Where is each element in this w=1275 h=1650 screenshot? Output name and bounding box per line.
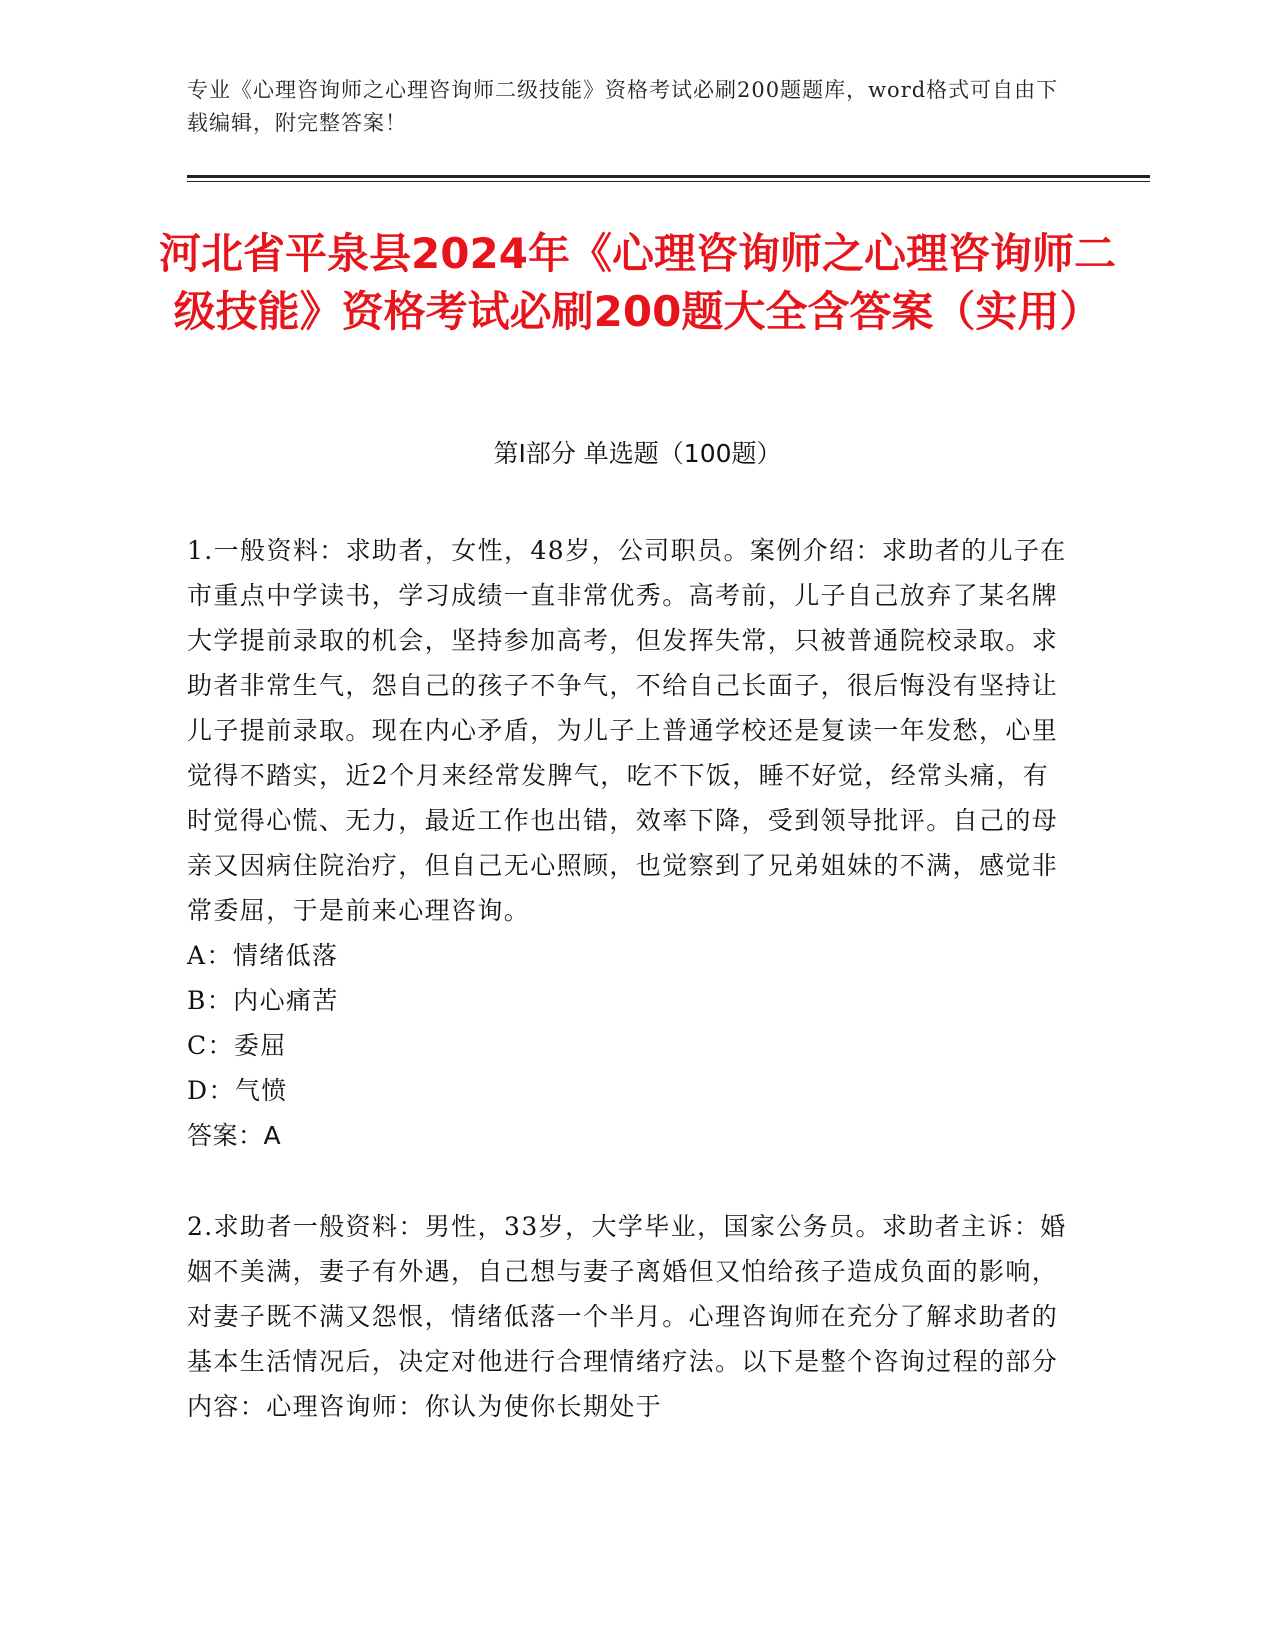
- question-1-text: 1.一般资料：求助者，女性，48岁，公司职员。案例介绍：求助者的儿子在市重点中学读书，学习成绩一直非常优秀。高考前，儿子自己放弃了某名牌大学提前录取的机会，坚持参加高考，但发挥失常，只被普通院校录取。求助者非常生气，怨自己的孩子不争气，不给自己长面子，很后悔没有坚持让儿子提前录取。现在内心矛盾，为儿子上普通学校还是复读一年发愁，心里觉得不踏实，近2个月来经常发脾气，吃不下饭，睡不好觉，经常头痛，有时觉得心慌、无力，最近工作也出错，效率下降，受到领导批评。自己的母亲又因病住院治疗，但自己无心照顾，也觉察到了兄弟姐妹的不满，感觉非常委屈，于是前来心理咨询。: [187, 536, 1067, 925]
- question-2: [187, 1204, 1067, 1429]
- header-divider-thick: [187, 175, 1150, 178]
- question-2-text: 2.求助者一般资料：男性，33岁，大学毕业，国家公务员。求助者主诉：婚姻不美满，妻子有外遇，自己想与妻子离婚但又怕给孩子造成负面的影响，对妻子既不满又怨恨，情绪低落一个半月。心理咨询师在充分了解求助者的基本生活情况后，决定对他进行合理情绪疗法。以下是整个咨询过程的部分内容：心理咨询师：你认为使你长期处于: [187, 1212, 1067, 1421]
- question-1-option-d: D：气愤: [187, 1076, 288, 1105]
- header-note: 专业《心理咨询师之心理咨询师二级技能》资格考试必刷200题题库，word格式可自由下载编辑，附完整答案！: [187, 78, 1059, 135]
- header-divider: [187, 175, 1150, 182]
- question-1-option-b: B：内心痛苦: [187, 986, 339, 1015]
- question-1-option-c: C：委屈: [187, 1031, 287, 1060]
- question-1: [187, 528, 1067, 1158]
- document-title: 河北省平泉县2024年《心理咨询师之心理咨询师二级技能》资格考试必刷200题大全含答案（实用）: [159, 229, 1116, 336]
- question-list: [187, 528, 1067, 1429]
- section-heading: 第Ⅰ部分 单选题（100题）: [493, 439, 782, 468]
- question-1-answer: 答案：A: [187, 1121, 282, 1150]
- header-divider-thin: [187, 181, 1150, 182]
- question-1-option-a: A：情绪低落: [187, 941, 339, 970]
